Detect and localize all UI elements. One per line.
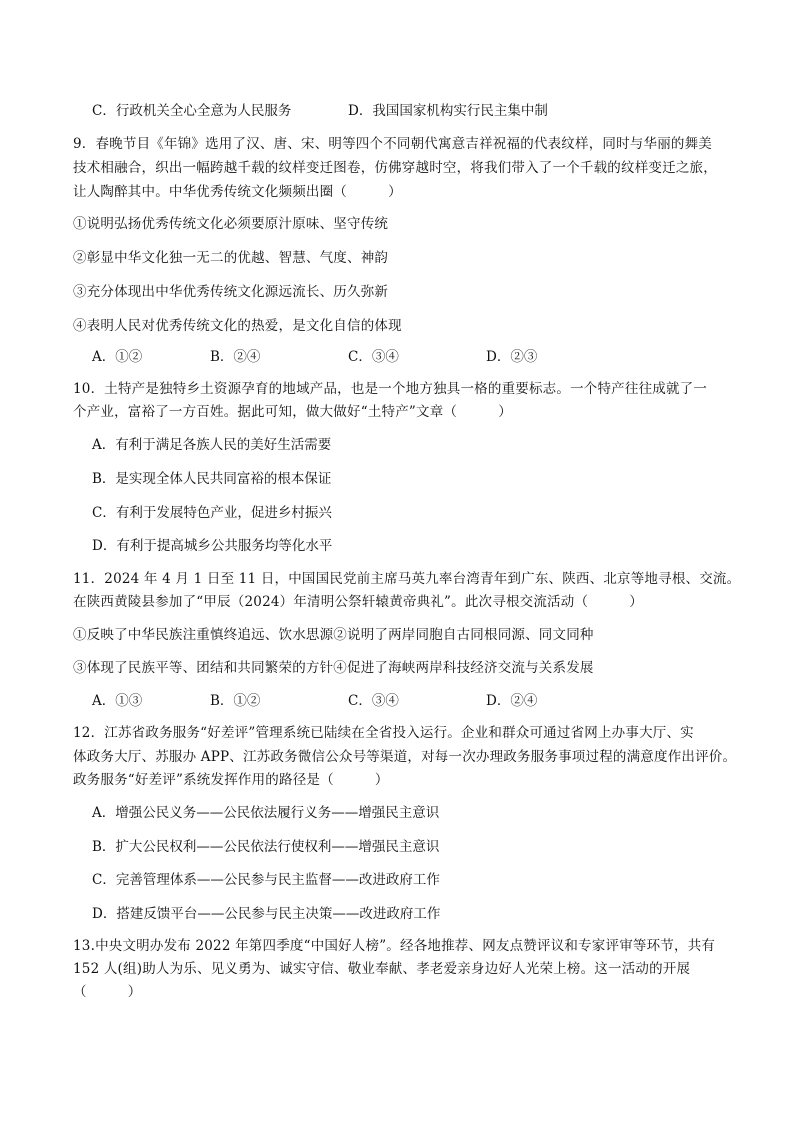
q12-option-d: D．搭建反馈平台——公民参与民主决策——改进政府工作 <box>92 906 441 922</box>
q12-stem-line-3: 政务服务“好差评”系统发挥作用的路径是（ ） <box>73 772 389 788</box>
q11-stem-line-1: 11．2024 年 4 月 1 日至 11 日，中国国民党前主席马英九率台湾青年到广东、陕西、北京等地寻根、交流。 <box>73 571 741 587</box>
q8-option-d: D．我国国家机构实行民主集中制 <box>348 103 548 119</box>
q10-option-d: D．有利于提高城乡公共服务均等化水平 <box>92 538 333 554</box>
q9-option-c: C．③④ <box>348 349 399 365</box>
q11-option-d: D．②④ <box>486 693 538 709</box>
q13-stem-line-1: 13.中央文明办发布 2022 年第四季度“中国好人榜”。经各地推荐、网友点赞评议和专家评审等环节，共有 <box>73 938 716 954</box>
q9-stem-line-3: 让人陶醉其中。中华优秀传统文化频频出圈（ ） <box>73 184 402 200</box>
q9-stem-line-2: 技术相融合，织出一幅跨越千载的纹样变迁图卷，仿佛穿越时空，将我们带入了一个千载的纹样变迁之旅， <box>73 160 717 176</box>
q9-statement-3: ③充分体现出中华优秀传统文化源远流长、历久弥新 <box>73 284 389 300</box>
q9-stem-line-1: 9．春晚节目《年锦》选用了汉、唐、宋、明等四个不同朝代寓意吉祥祝福的代表纹样，同时与华丽的舞美 <box>73 136 712 152</box>
q9-statement-2: ②彰显中华文化独一无二的优越、智慧、气度、神韵 <box>73 250 389 266</box>
q13-stem-line-2: 152 人(组)助人为乐、见义勇为、诚实守信、敬业奉献、孝老爱亲身边好人光荣上榜。这一活动的开展 <box>73 961 691 977</box>
q12-option-a: A．增强公民义务——公民依法履行义务——增强民主意识 <box>92 805 440 821</box>
q10-option-c: C．有利于发展特色产业，促进乡村振兴 <box>92 505 332 521</box>
q10-option-a: A．有利于满足各族人民的美好生活需要 <box>92 437 332 453</box>
q10-stem-line-1: 10．土特产是独特乡土资源孕育的地域产品，也是一个地方独具一格的重要标志。一个特产往往成就了一 <box>73 381 708 397</box>
q10-option-b: B．是实现全体人民共同富裕的根本保证 <box>92 471 332 487</box>
q9-option-a: A．①② <box>92 349 143 365</box>
q11-statement-line-2: ③体现了民族平等、团结和共同繁荣的方针④促进了海峡两岸科技经济交流与关系发展 <box>73 660 594 676</box>
q11-statement-line-1: ①反映了中华民族注重慎终追远、饮水思源②说明了两岸同胞自古同根同源、同文同种 <box>73 627 594 643</box>
q12-stem-line-2: 体政务大厅、苏服办 APP、江苏政务微信公众号等渠道，对每一次办理政务服务事项过程的满意度作出评价。 <box>73 749 737 765</box>
q9-option-d: D．②③ <box>486 349 538 365</box>
q11-option-c: C．③④ <box>348 693 399 709</box>
q9-statement-1: ①说明弘扬优秀传统文化必须要原汁原味、坚守传统 <box>73 216 389 232</box>
q12-option-c: C．完善管理体系——公民参与民主监督——改进政府工作 <box>92 872 440 888</box>
q8-option-c: C．行政机关全心全意为人民服务 <box>92 103 292 119</box>
q9-option-b: B．②④ <box>210 349 261 365</box>
q11-option-b: B．①② <box>210 693 261 709</box>
q12-stem-line-1: 12．江苏省政务服务“好差评”管理系统已陆续在全省投入运行。企业和群众可通过省网上办事大厅、实 <box>73 725 694 741</box>
q9-statement-4: ④表明人民对优秀传统文化的热爱，是文化自信的体现 <box>73 318 402 334</box>
q12-option-b: B．扩大公民权利——公民依法行使权利——增强民主意识 <box>92 839 440 855</box>
q10-stem-line-2: 个产业，富裕了一方百姓。据此可知，做大做好“土特产”文章（ ） <box>73 404 512 420</box>
q11-stem-line-2: 在陕西黄陵县参加了“甲辰（2024）年清明公祭轩辕黄帝典礼”。此次寻根交流活动（ ） <box>73 594 643 610</box>
q13-stem-line-3: （ ） <box>73 984 142 1000</box>
q11-option-a: A．①③ <box>92 693 143 709</box>
